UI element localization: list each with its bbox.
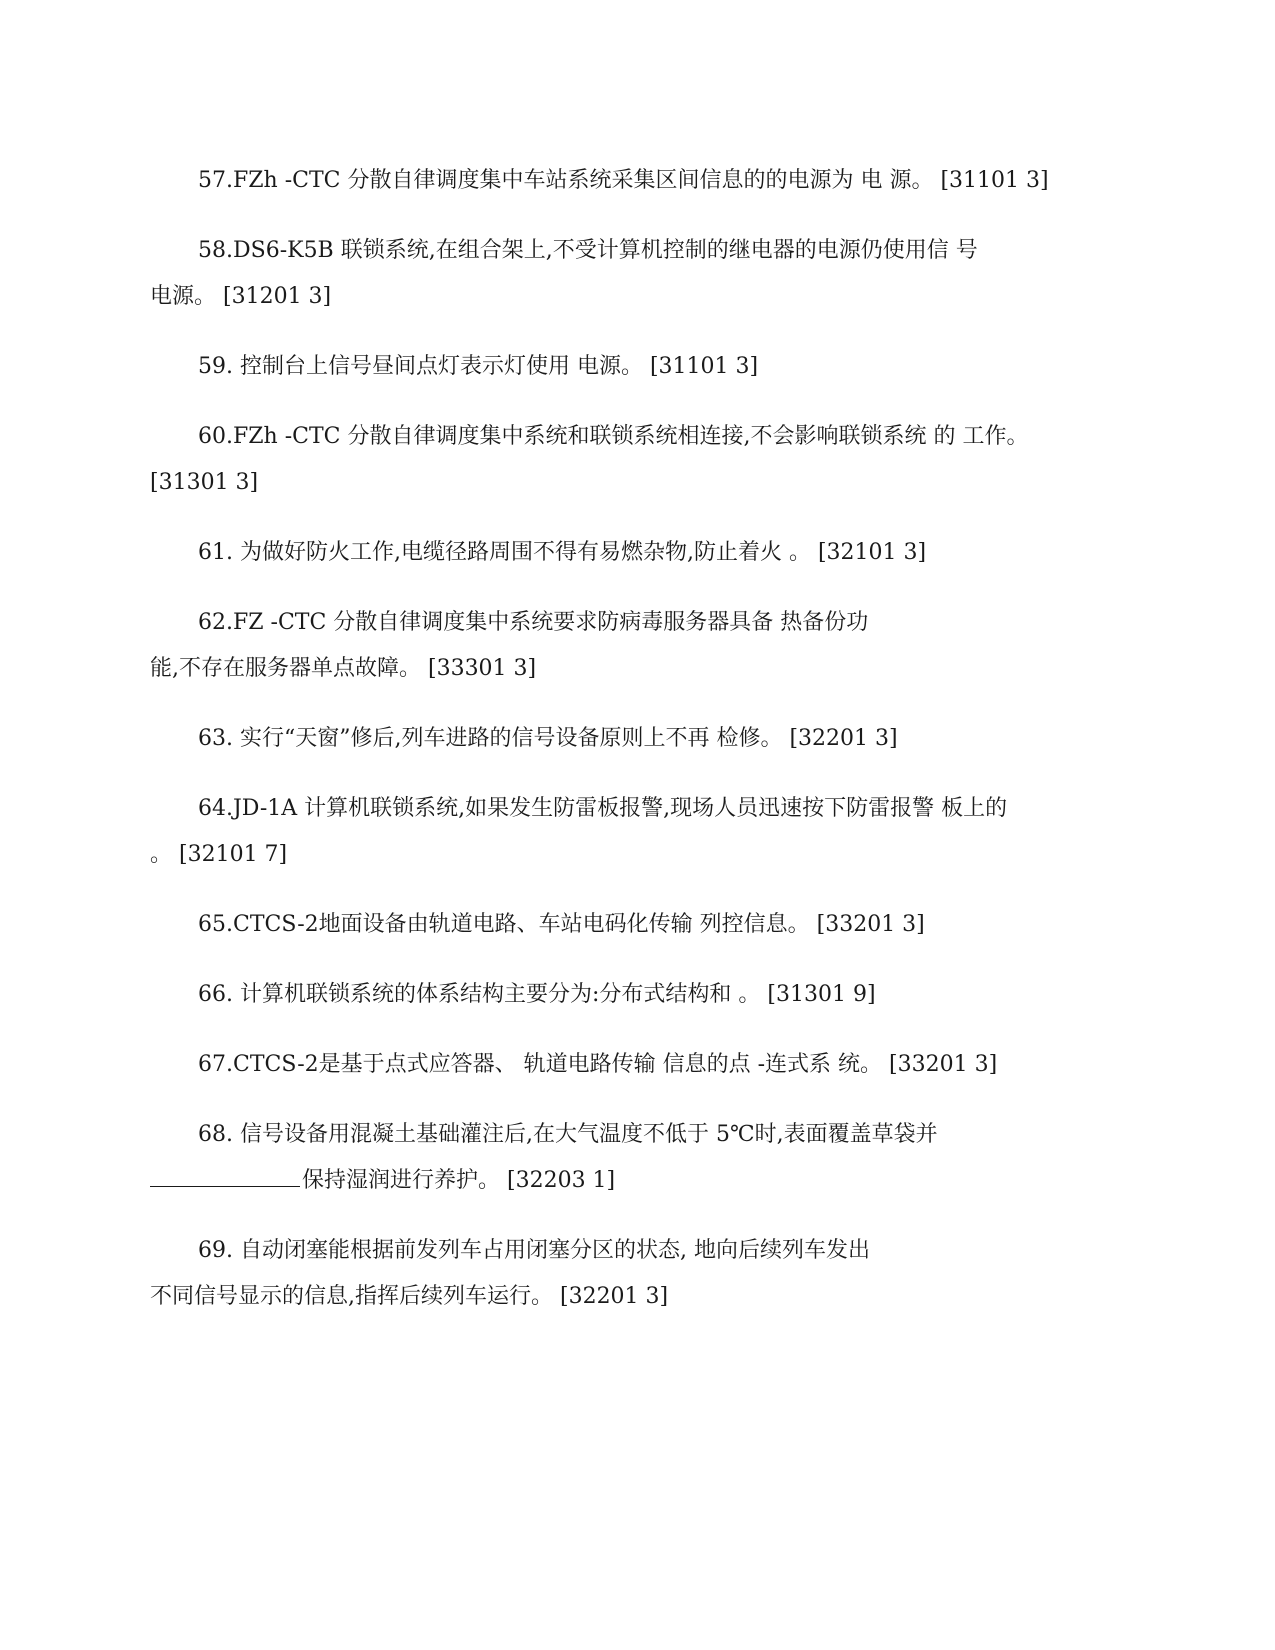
question-59 bbox=[150, 344, 1110, 390]
question-text: 64.JD-1A 计算机联锁系统,如果发生防雷板报警,现场人员迅速按下防雷报警 板上的 bbox=[198, 796, 1008, 821]
question-text-continued bbox=[150, 1158, 1110, 1204]
question-list bbox=[150, 158, 1110, 1344]
question-text: 65.CTCS-2地面设备由轨道电路、车站电码化传输 列控信息。 [33201 3] bbox=[198, 912, 925, 937]
question-text-continued: [31301 3] bbox=[150, 470, 259, 495]
question-text: 69. 自动闭塞能根据前发列车占用闭塞分区的状态, 地向后续列车发出 bbox=[198, 1238, 870, 1263]
question-68 bbox=[150, 1112, 1110, 1204]
question-67 bbox=[150, 1042, 1110, 1088]
question-63 bbox=[150, 716, 1110, 762]
question-text: 62.FZ -CTC 分散自律调度集中系统要求防病毒服务器具备 热备份功 bbox=[198, 610, 869, 635]
question-text: 63. 实行“天窗”修后,列车进路的信号设备原则上不再 检修。 [32201 3] bbox=[198, 726, 898, 751]
question-60 bbox=[150, 414, 1110, 506]
question-text-continued: 不同信号显示的信息,指挥后续列车运行。 [32201 3] bbox=[150, 1284, 669, 1309]
question-69 bbox=[150, 1228, 1110, 1320]
question-text: 61. 为做好防火工作,电缆径路周围不得有易燃杂物,防止着火 。 [32101 3] bbox=[198, 540, 927, 565]
question-62 bbox=[150, 600, 1110, 692]
question-text: 57.FZh -CTC 分散自律调度集中车站系统采集区间信息的的电源为 电 源。 [31101 3] bbox=[198, 168, 1049, 193]
question-text-continued: 能,不存在服务器单点故障。 [33301 3] bbox=[150, 656, 537, 681]
question-65 bbox=[150, 902, 1110, 948]
question-58 bbox=[150, 228, 1110, 320]
question-text: 58.DS6-K5B 联锁系统,在组合架上,不受计算机控制的继电器的电源仍使用信 号 bbox=[198, 238, 978, 263]
question-text: 67.CTCS-2是基于点式应答器、 轨道电路传输 信息的点 -连式系 统。 [33201 3] bbox=[198, 1052, 998, 1077]
question-57 bbox=[150, 158, 1110, 204]
question-66 bbox=[150, 972, 1110, 1018]
question-64 bbox=[150, 786, 1110, 878]
question-text: 68. 信号设备用混凝土基础灌注后,在大气温度不低于 5℃时,表面覆盖草袋并 bbox=[198, 1122, 938, 1147]
question-text: 66. 计算机联锁系统的体系结构主要分为:分布式结构和 。 [31301 9] bbox=[198, 982, 876, 1007]
question-text: 60.FZh -CTC 分散自律调度集中系统和联锁系统相连接,不会影响联锁系统 的 工作。 bbox=[198, 424, 1029, 449]
answer-blank bbox=[150, 1164, 300, 1187]
question-text: 59. 控制台上信号昼间点灯表示灯使用 电源。 [31101 3] bbox=[198, 354, 759, 379]
question-text-continued: 。 [32101 7] bbox=[150, 842, 288, 867]
question-61 bbox=[150, 530, 1110, 576]
question-text-continued: 电源。 [31201 3] bbox=[150, 284, 332, 309]
question-text-tail: 保持湿润进行养护。 [32203 1] bbox=[302, 1168, 616, 1193]
